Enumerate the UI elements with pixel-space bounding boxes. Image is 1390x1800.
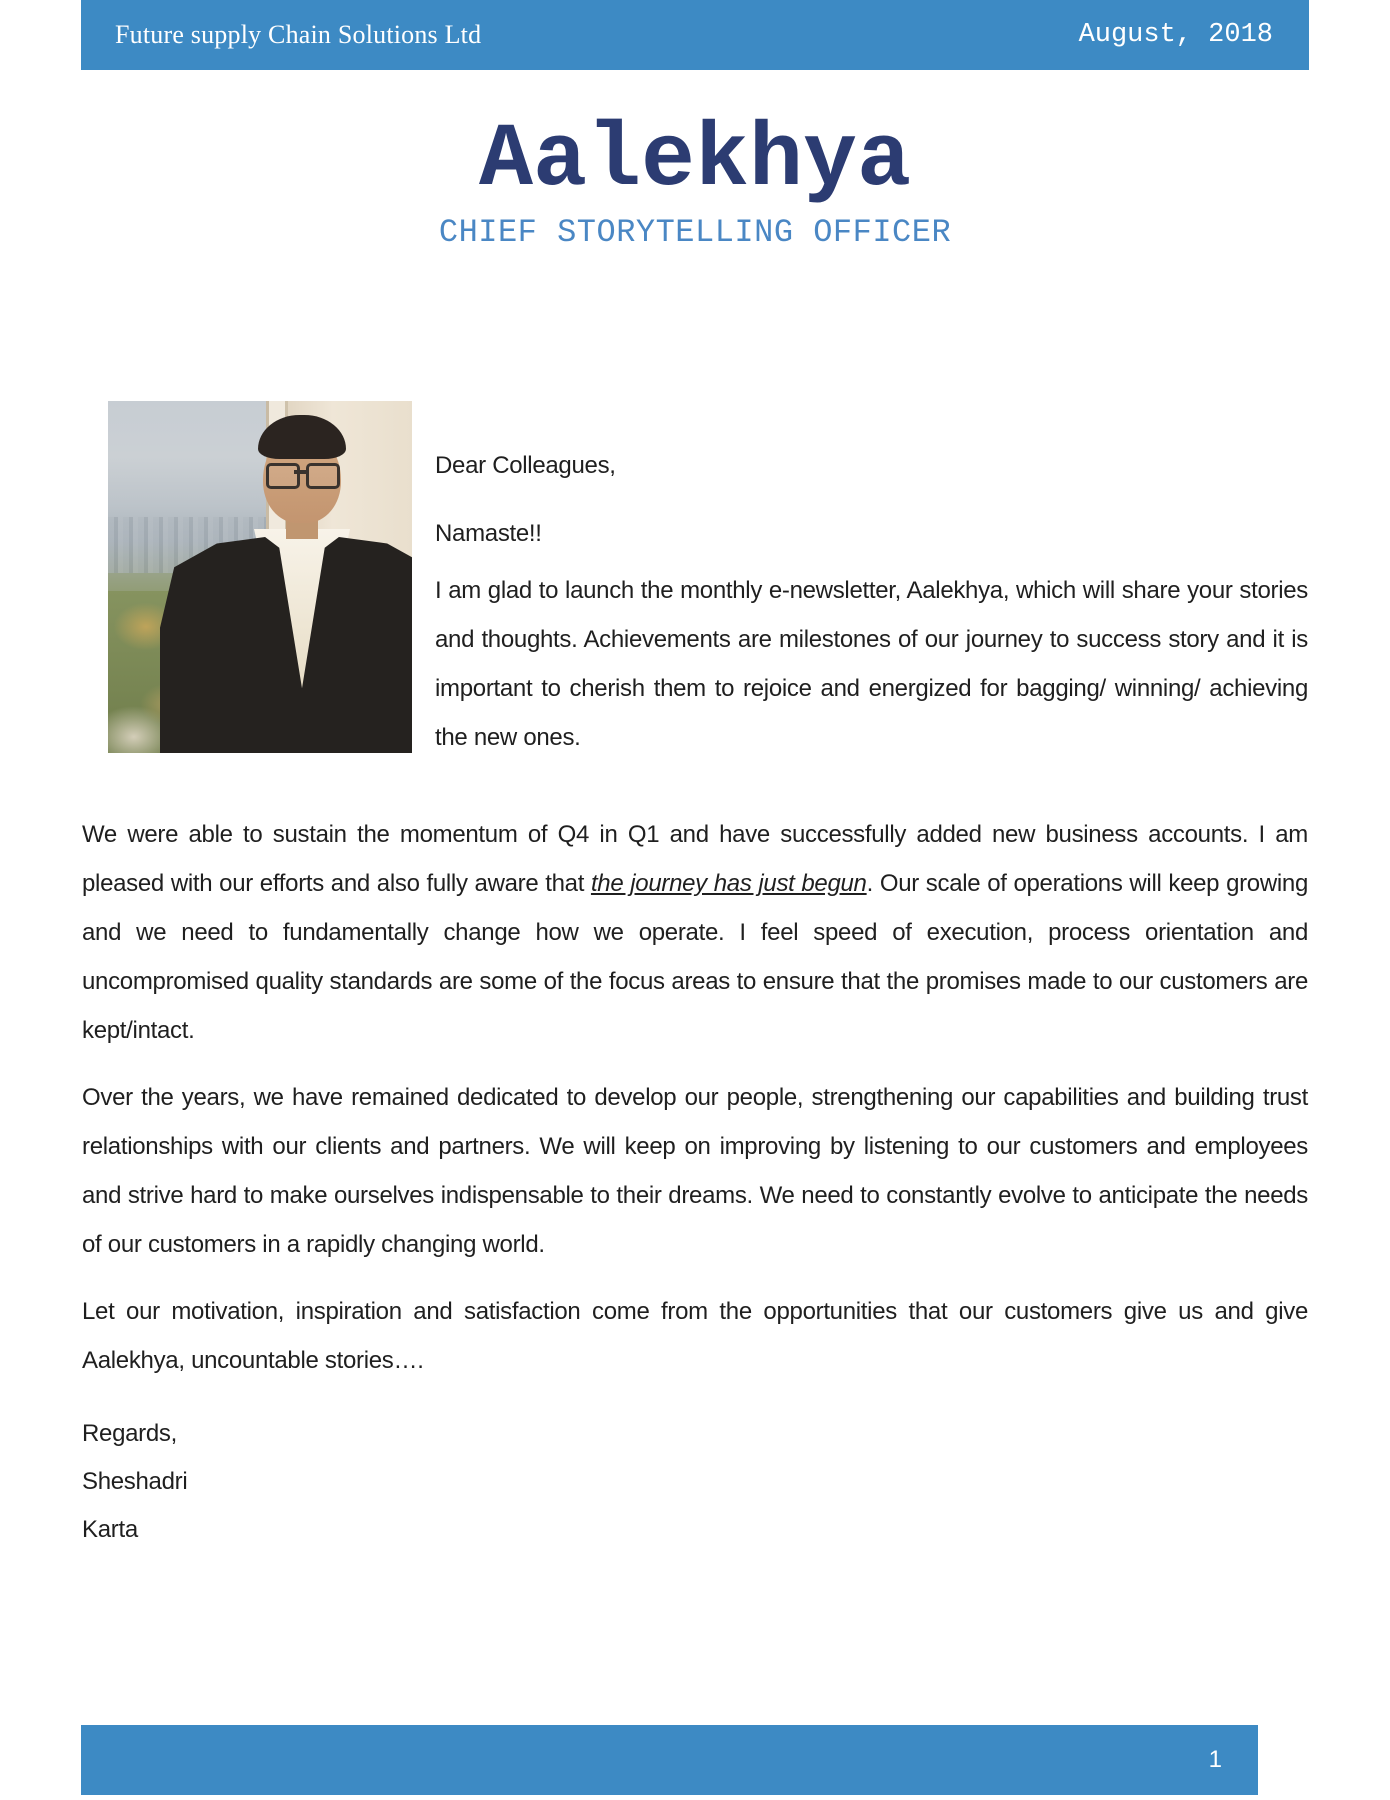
photo-glasses-right-lens — [306, 463, 340, 489]
paragraph-1-lead: We were able to sustain the momentum of Q4 in Q1 and have successfully added new business accounts. I am pleased with our efforts and also fully aware that — [82, 821, 1308, 897]
footer-bar — [81, 1725, 1258, 1795]
greeting: Namaste!! — [435, 520, 542, 547]
newsletter-subtitle: CHIEF STORYTELLING OFFICER — [438, 214, 952, 251]
intro-paragraph: I am glad to launch the monthly e-newsletter, Aalekhya, which will share your stories and thoughts. Achievements are milestones of our journey to success story and it is important to cherish them to rejoice and energized for bagging/ winning/ achieving the new ones. — [435, 577, 1308, 751]
salutation: Dear Colleagues, — [435, 452, 616, 479]
paragraph-3: Let our motivation, inspiration and satisfaction come from the opportunities that our customers give us and give Aalekhya, uncountable stories…. — [82, 1298, 1308, 1374]
header-bar — [81, 0, 1309, 70]
signature-closing: Regards, — [82, 1420, 177, 1447]
letter-body — [82, 401, 1308, 1554]
portrait-photo — [108, 401, 412, 753]
paragraph-1 — [82, 810, 1308, 1055]
company-name: Future supply Chain Solutions Ltd — [115, 20, 482, 49]
issue-date: August, 2018 — [1078, 20, 1273, 50]
photo-glasses-left-lens — [266, 463, 300, 489]
paragraph-1-tail: . Our scale of operations will keep growing and we need to fundamentally change how we operate. I feel speed of execution, process orientation and uncompromised quality standards are some of the focus areas to ensure that the promises made to our customers are kept/intact. — [82, 870, 1309, 1044]
page-number: 1 — [1208, 1746, 1222, 1773]
paragraph-2: Over the years, we have remained dedicated to develop our people, strengthening our capabilities and building trust relationships with our clients and partners. We will keep on improving by listening to our customers and employees and strive hard to make ourselves indispensable to their dreams. We need to constantly evolve to anticipate the needs of our customers in a rapidly changing world. — [82, 1084, 1308, 1258]
paragraph-1-emphasis: the journey has just begun — [590, 870, 867, 897]
newsletter-title: Aalekhya — [478, 110, 912, 212]
signature-block — [82, 1410, 1308, 1554]
intro-section — [82, 401, 1308, 773]
photo-glasses-bridge — [294, 470, 308, 474]
signature-name: Sheshadri — [82, 1468, 188, 1495]
masthead — [0, 110, 1390, 251]
signature-name-line2: Karta — [82, 1516, 138, 1543]
